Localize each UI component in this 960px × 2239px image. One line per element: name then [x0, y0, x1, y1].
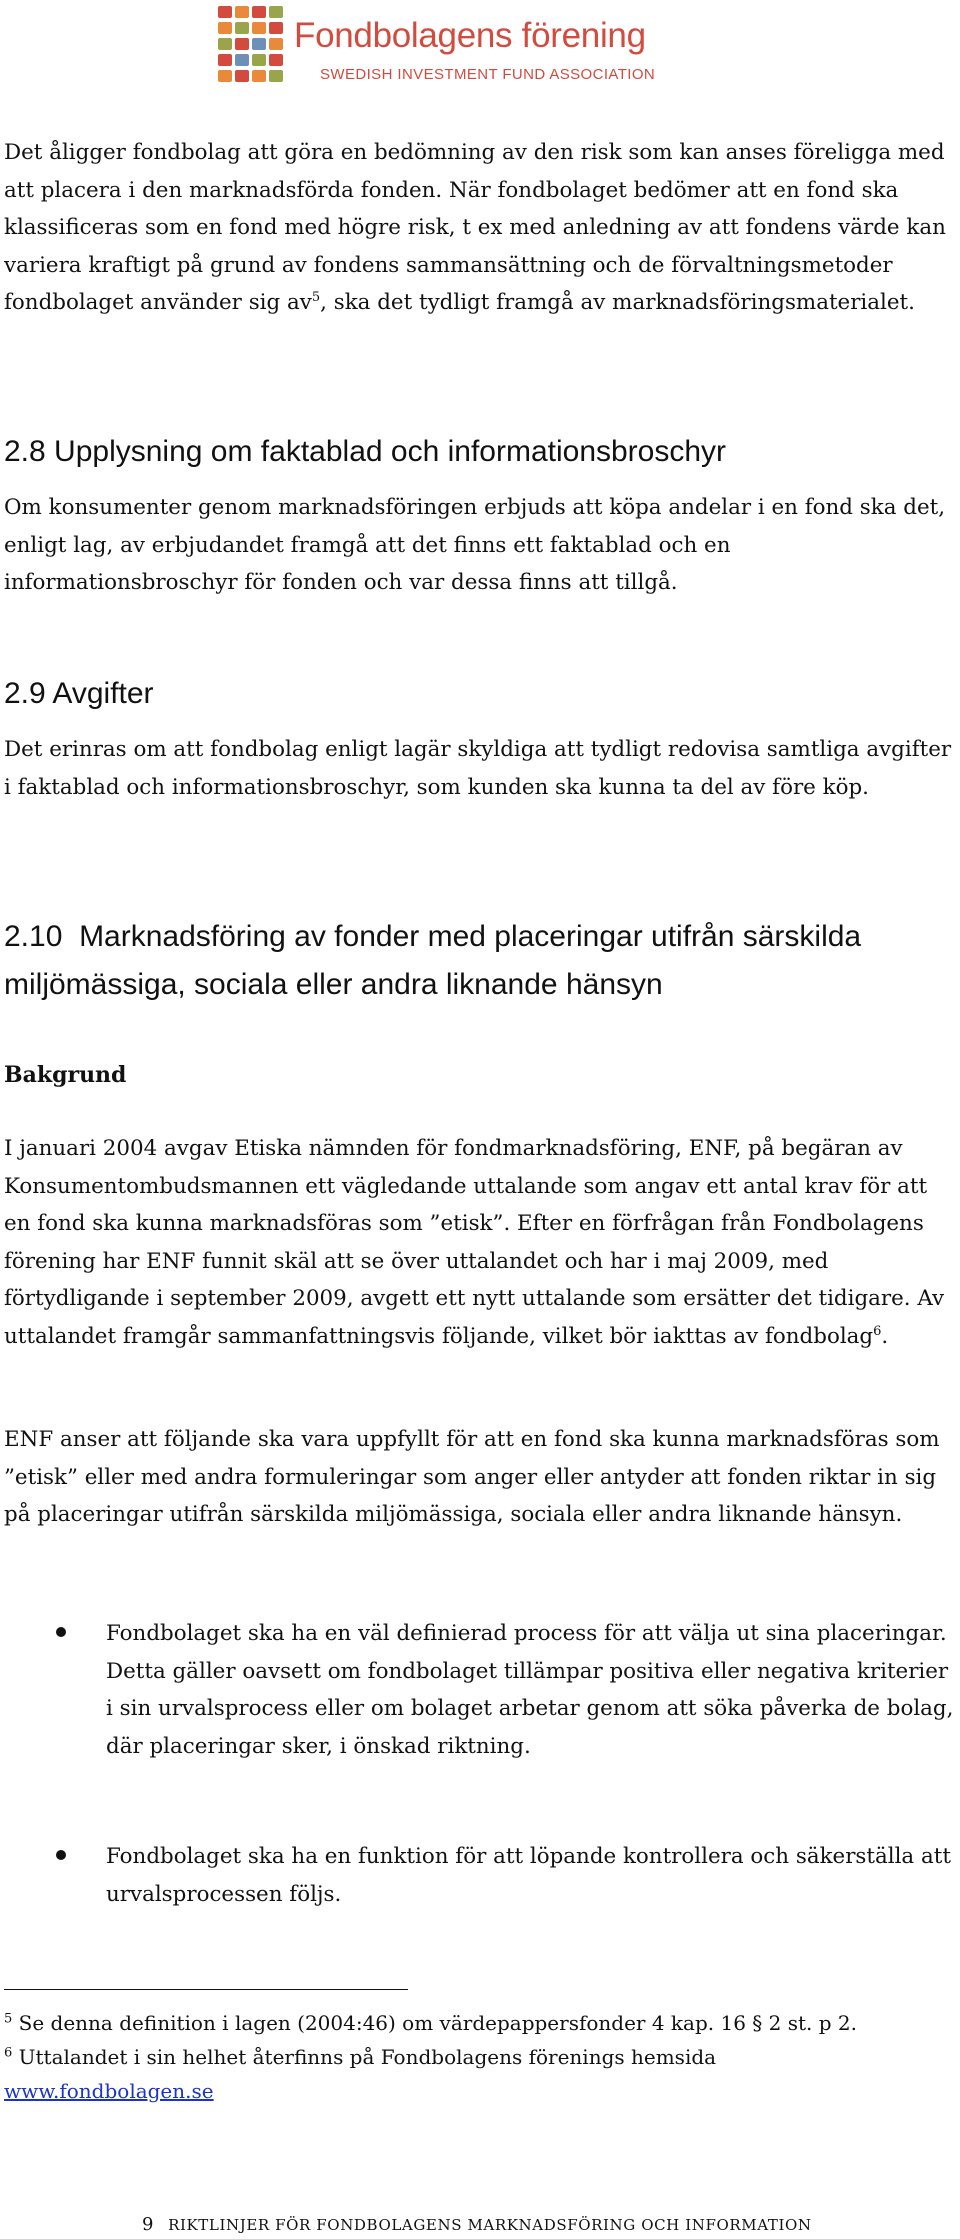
section-heading-2-9: 2.9 Avgifter [4, 677, 154, 710]
logo-title: Fondbolagens förening [294, 16, 646, 55]
footnote-ref-5[interactable]: 5 [311, 289, 321, 305]
footnote-6: $^6$ Uttalandet i sin helhet återfinns på Fondbolagens förenings hemsida www.fondbolagen.se [4, 2045, 717, 2103]
bullet-icon [56, 1627, 66, 1637]
subheading-bakgrund: Bakgrund [4, 1062, 127, 1088]
intro-paragraph: Det åligger fondbolag att göra en bedömning av den risk som kan anses föreligga med att placera i den marknadsförda fonden. När fondbolaget bedömer att en fond ska klassificeras som en fond med högre risk, t ex med anledning av att fondens värde kan variera kraftigt på grund av fondens sammansättning och de förvaltningsmetoder fondbolaget använder sig $av^5$, ska det tydligt framgå av marknadsföringsmaterialet. [4, 140, 946, 315]
footnote-ref-6[interactable]: 6 [873, 1323, 882, 1339]
section-title: Marknadsföring av fonder med placeringar utifrån särskilda miljömässiga, sociala eller andra liknande hänsyn [4, 920, 862, 1001]
section-2-9-body: Det erinras om att fondbolag enligt lagär skyldiga att tydligt redovisa samtliga avgifter i faktablad och informationsbroschyr, som kunden ska kunna ta del av före köp. [4, 737, 952, 800]
association-logo [216, 0, 656, 96]
bullet-icon [56, 1850, 66, 1860]
page-footer [142, 2214, 812, 2235]
bakgrund-paragraph-2: ENF anser att följande ska vara uppfyllt för att en fond ska kunna marknadsföras som ”etisk” eller med andra formuleringar som anger eller antyder att fonden riktar in sig på placeringar utifrån särskilda miljömässiga, sociala eller andra liknande hänsyn. [4, 1427, 940, 1527]
section-heading-2-8: 2.8 Upplysning om faktablad och informationsbroschyr [4, 435, 727, 468]
logo-subtitle: SWEDISH INVESTMENT FUND ASSOCIATION [320, 66, 656, 83]
footnote-divider [4, 1989, 408, 1990]
section-heading-2-10 [4, 913, 956, 1009]
footnote-5: $^5$ Se denna definition i lagen (2004:46) om värdepappersfonder 4 kap. 16 § 2 st. p 2. [4, 2011, 857, 2035]
section-2-8-body: Om konsumenter genom marknadsföringen erbjuds att köpa andelar i en fond ska det, enligt lag, av erbjudandet framgå att det finns ett faktablad och en informationsbroschyr för fonden och var dessa finns att tillgå. [4, 495, 946, 595]
fondbolagen-link[interactable]: www.fondbolagen.se [4, 2079, 214, 2103]
section-number: 2.10 [4, 920, 63, 953]
logo-mark-icon [216, 2, 286, 88]
bakgrund-paragraph-1: I januari 2004 avgav Etiska nämnden för fondmarknadsföring, ENF, på begäran av Konsumentombudsmannen ett vägledande uttalande som angav ett antal krav för att en fond ska kunna marknadsföras som ”etisk”. Efter en förfrågan från Fondbolagens förening har ENF funnit skäl att se över uttalandet och har i maj 2009, med förtydligande i september 2009, avgett ett nytt uttalande som ersätter det tidigare. Av uttalandet framgår sammanfattningsvis följande, vilket bör iakttas av fondbolag$^6$. [4, 1136, 945, 1349]
footer-title: RIKTLINJER FÖR FONDBOLAGENS MARKNADSFÖRING OCH INFORMATION [168, 2216, 812, 2234]
page-number: 9 [142, 2214, 155, 2235]
document-page: Fondbolagens förening SWEDISH INVESTMENT FUND ASSOCIATION Det åligger fondbolag att göra en bedömning av den risk som kan anses föreligga med att placera i den marknadsförda fonden. När fondbolaget bedömer att en fond ska klassificeras som en fond med högre risk, t ex med anledning av att fondens värde kan variera kraftigt på grund av fondens sammansättning och de förvaltningsmetoder fondbolaget använder sig $av^5$, ska det tydligt framgå av marknadsföringsmaterialet. 2.8 Upplysning om faktablad och informationsbroschyr Om konsumenter genom marknadsföringen erbjuds att köpa andelar i en fond ska det, enligt lag, av erbjudandet framgå att det finns ett faktablad och en informationsbroschyr för fonden och var dessa finns att tillgå. 2.9 Avgifter Det erinras om att fondbolag enligt lagär skyldiga att tydligt redovisa samtliga avgifter i faktablad och informationsbroschyr, som kunden ska kunna ta del av före köp. 2.10 Marknadsföring av fonder med placeringar utifrån särskilda miljömässiga, sociala eller andra liknande hänsyn Bakgrund I januari 2004 avgav Etiska nämnden för fondmarknadsföring, ENF, på begäran av Konsumentombudsmannen ett vägledande uttalande som angav ett antal krav för att en fond ska kunna marknadsföras som ”etisk”. Efter en förfrågan från Fondbolagens förening har ENF funnit skäl att se över uttalandet och har i maj 2009, med förtydligande i september 2009, avgett ett nytt uttalande som ersätter det tidigare. Av uttalandet framgår sammanfattningsvis följande, vilket bör iakttas av fondbolag$^6$. ENF anser att följande ska vara uppfyllt för att en fond ska kunna marknadsföras som ”etisk” eller med andra formuleringar som anger eller antyder att fonden riktar in sig på placeringar utifrån särskilda miljömässiga, sociala eller andra liknande hänsyn. Fondbolaget ska ha en väl definierad process för att välja ut sina placeringar. Detta gäller oavsett om fondbolaget tillämpar positiva eller negativa kriterier i sin urvalsprocess eller om bolaget arbetar genom att söka påverka de bolag, där placeringar sker, i önskad riktning. Fondbolaget ska ha en funktion för att löpande kontrollera och säkerställa att urvalsprocessen följs. $^5$ Se denna definition i lagen (2004:46) om värdepappersfonder 4 kap. 16 § 2 st. p 2. $^6$ Uttalandet i sin helhet återfinns på Fondbolagens förenings hemsida www.fondbolagen.se 9 RIKTLINJER FÖR FONDBOLAGENS MARKNADSFÖRING OCH INFORMATION [0, 0, 960, 2239]
